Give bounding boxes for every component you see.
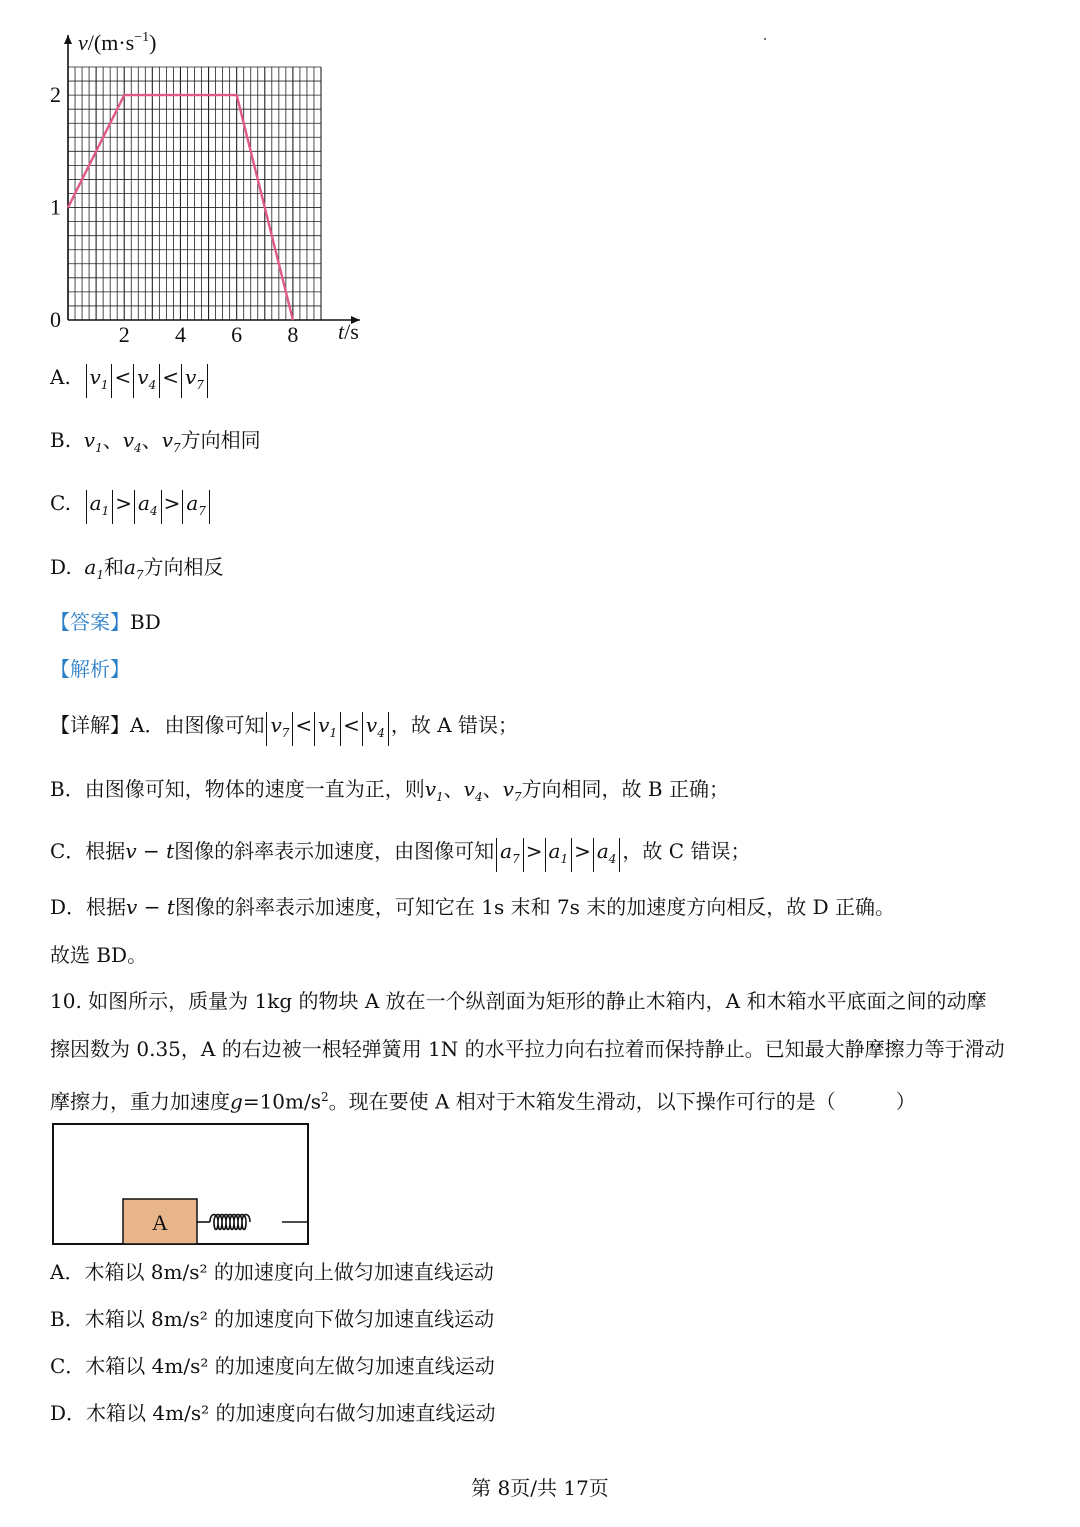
q10-stem-2: 擦因数为 0.35，A 的右边被一根轻弹簧用 1N 的水平拉力向右拉着而保持静止。已知最大静摩擦力等于滑动 [50,1037,1005,1061]
y-tick-label: 0 [50,307,61,332]
q10-stem-3: 摩擦力，重力加速度$g=10m/s^2$。现在要使 A 相对于木箱发生滑动，以下操作可行的是（ ） [50,1089,916,1114]
q10-option-b: B．木箱以 8m/s² 的加速度向下做匀加速直线运动 [50,1307,495,1331]
y-tick-label: 2 [50,82,61,108]
block-a-label: A [152,1210,168,1235]
q9-option-a: A. $v_1 < v_4 < v_7$ [50,362,210,398]
y-axis-label: $v/(m\cdot s^{-1})$ [78,30,157,55]
x-axis-label: t/s [338,319,359,344]
x-tick-label: 8 [287,322,299,347]
box-diagram [50,1120,315,1250]
answer-label: 【答案】 [50,610,130,634]
x-tick-label: 6 [231,322,243,347]
y-tick-label: 1 [50,194,61,220]
q9-option-c: C. $a_1 > a_4 > a_7$ [50,488,212,524]
page-number: 第 8页/共 17页 [471,1476,609,1500]
q10-stem-1: 10. 如图所示，质量为 1kg 的物块 A 放在一个纵剖面为矩形的静止木箱内，A 和木箱水平底面之间的动摩 [50,989,987,1013]
vt-chart [30,25,390,355]
x-tick-label: 4 [174,322,186,347]
stray-dot [764,38,766,40]
q10-option-a: A．木箱以 8m/s² 的加速度向上做匀加速直线运动 [50,1260,494,1284]
q9-detail-a: 【详解】A．由图像可知 $v_7 < v_1 < v_4$ ，故 A 错误； [50,710,518,746]
q9-analysis-label: 【解析】 [50,657,130,681]
q9-answer [50,607,161,637]
chart-labels [78,30,359,344]
q10-option-c: C．木箱以 4m/s² 的加速度向左做匀加速直线运动 [50,1354,495,1378]
spring-icon [197,1215,308,1230]
q9-detail-b: B．由图像可知，物体的速度一直为正，则$v_1$、$v_4$、$v_7$方向相同，故 B 正确； [50,777,729,804]
q10-option-d: D．木箱以 4m/s² 的加速度向右做匀加速直线运动 [50,1401,496,1425]
q9-option-d: D. $a_1$和$a_7$方向相反 [50,555,224,582]
y-axis-arrow-icon [64,35,72,44]
x-tick-label: 2 [118,322,130,347]
q9-conclusion: 故选 BD。 [50,943,148,967]
q9-option-b: B. $v_1$、$v_4$、$v_7$方向相同 [50,428,261,455]
q9-detail-c: C．根据v − t图像的斜率表示加速度，由图像可知 $a_7 > a_1 > a_4$ ，故 C 错误； [50,836,750,872]
chart-ticks [50,82,298,347]
answer-value: BD [130,610,161,634]
q9-detail-d: D．根据v − t图像的斜率表示加速度，可知它在 1s 末和 7s 末的加速度方向相反，故 D 正确。 [50,895,896,919]
